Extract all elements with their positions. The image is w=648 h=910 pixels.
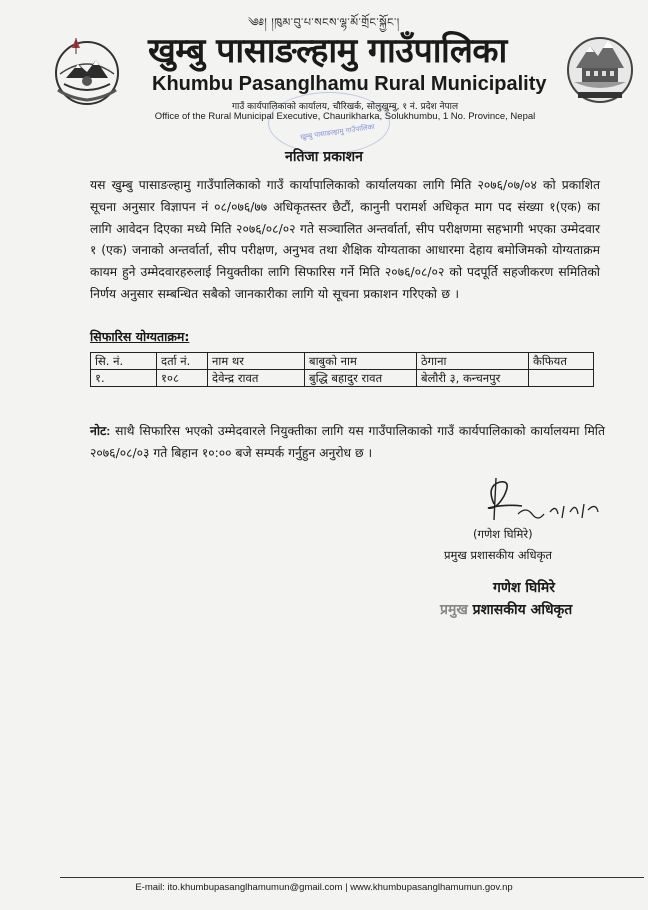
cell-serial: १. bbox=[91, 370, 157, 387]
header-registration: दर्ता नं. bbox=[157, 353, 208, 370]
seal-title-faint: प्रमुख bbox=[440, 602, 468, 618]
seal-title bbox=[440, 600, 572, 619]
note-label: नोट: bbox=[90, 424, 111, 438]
office-address-english: Office of the Rural Municipal Executive, Chaurikharka, Solukhumbu, 1 No. Province, Nepal bbox=[154, 111, 536, 122]
header-father-name: बाबुको नाम bbox=[305, 353, 417, 370]
recommendation-table bbox=[90, 352, 594, 387]
handwritten-signature bbox=[466, 474, 606, 526]
seal-name: गणेश घिमिरे bbox=[493, 580, 556, 596]
seal-title-rest: प्रशासकीय अधिकृत bbox=[472, 602, 573, 618]
table-row bbox=[91, 370, 594, 387]
cell-registration: १०८ bbox=[157, 370, 208, 387]
signer-title: प्रमुख प्रशासकीय अधिकृत bbox=[444, 548, 552, 562]
table-header-row bbox=[91, 353, 594, 370]
nepal-emblem-logo bbox=[50, 34, 124, 108]
municipality-logo bbox=[566, 28, 634, 112]
office-address-nepali: गाउँ कार्यपालिकाको कार्यालय, चौरिखर्क, सोलुखुम्बु, १ नं. प्रदेश नेपाल bbox=[231, 102, 459, 112]
document-title: नतिजा प्रकाशन bbox=[285, 149, 363, 165]
footer-divider bbox=[60, 877, 644, 878]
note-paragraph bbox=[90, 420, 605, 464]
cell-name: देवेन्द्र रावत bbox=[208, 370, 305, 387]
header-address: ठेगाना bbox=[417, 353, 529, 370]
header-remarks: कैफियत bbox=[529, 353, 594, 370]
footer-contact: E-mail: ito.khumbupasanglhamumun@gmail.com | www.khumbupasanglhamumun.gov.np bbox=[135, 882, 513, 893]
recommendation-subheading: सिफारिस योग्यताक्रम: bbox=[90, 329, 190, 344]
cell-address: बेलौरी ३, कन्चनपुर bbox=[417, 370, 529, 387]
signer-name: (गणेश घिमिरे) bbox=[473, 527, 533, 541]
cell-remarks bbox=[529, 370, 594, 387]
header-name: नाम थर bbox=[208, 353, 305, 370]
cell-father-name: बुद्धि बहादुर रावत bbox=[305, 370, 417, 387]
stamp-text: खुम्बु पासाङल्हामु गाउँपालिका bbox=[299, 122, 376, 142]
note-text: साथै सिफारिस भएको उम्मेदवारले नियुक्तीका लागि यस गाउँपालिकाको गाउँ कार्यपालिकाको कार्यालयमा मिति २०७६/०८/०३ गते बिहान १०:०० बजे सम्पर्क गर्नुहुन अनुरोध छ । bbox=[90, 424, 605, 460]
municipality-title-english: Khumbu Pasanglhamu Rural Municipality bbox=[152, 73, 547, 95]
header-serial: सि. नं. bbox=[91, 353, 157, 370]
tibetan-header-line: ༄༅། །ཁུམ་བུ་པ་སངས་ལྷ་མོ་གྲོང་སྐྱོང་། bbox=[248, 16, 400, 29]
notice-body: यस खुम्बु पासाङल्हामु गाउँपालिकाको गाउँ कार्यापालिकाको कार्यालयका लागि मिति २०७६/०७/०४ को प्रकाशित सूचना अनुसार विज्ञापन नं ०८/०७६/७७ अधिकृतस्तर छैटौं, कानुनी परामर्श अधिकृत माग पद संख्या १(एक) का लागि आवेदन दिएका मध्ये मिति २०७६/०८/०२ गते सञ्चालित अन्तर्वार्ता, सीप परीक्षणमा सहभागी भएका उम्मेदवार १ (एक) जनाको अन्तर्वार्ता, सीप परीक्षण, अनुभव तथा शैक्षिक योग्यताका आधारमा देहाय बमोजिमको योग्यताक्रम कायम हुने उम्मेदवारहरुलाई नियुक्तीका लागि सिफारिस गर्ने मिति २०७६/०८/०२ को पदपूर्ति सहजीकरण समितिको निर्णय अनुसार सम्बन्धित सबैको जानकारीका लागि यो सूचना प्रकाशन गरिएको छ । bbox=[90, 178, 600, 301]
municipality-title-nepali: खुम्बु पासाङल्हामु गाउँपालिका bbox=[148, 31, 507, 71]
